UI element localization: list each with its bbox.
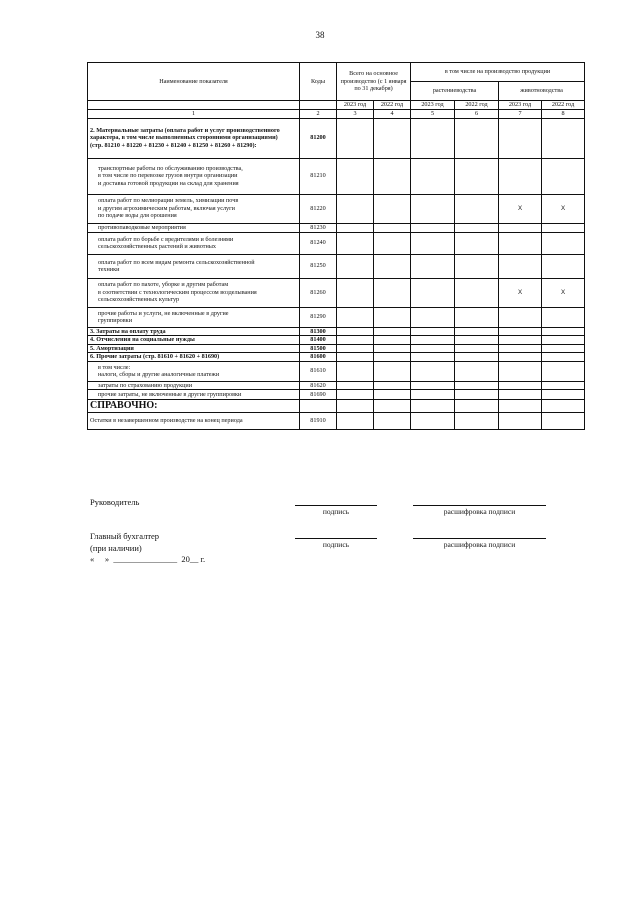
table-row (88, 353, 585, 362)
value-cell (542, 254, 585, 278)
value-cell (337, 118, 374, 158)
empty-cell (542, 400, 585, 413)
value-cell (374, 353, 411, 362)
value-cell (411, 307, 455, 327)
value-cell (411, 344, 455, 353)
value-cell (337, 194, 374, 223)
indicator-code: 81230 (300, 223, 337, 232)
indicator-name: 5. Амортизация (88, 344, 300, 353)
value-cell (499, 361, 542, 381)
header-crop: растениеводства (411, 82, 499, 101)
header-indicator-name: Наименование показателя (88, 63, 300, 101)
value-cell (337, 381, 374, 390)
accountant-signature-line (295, 538, 377, 539)
header-livestock: животноводства (499, 82, 585, 101)
column-number: 1 (88, 110, 300, 119)
empty-cell (337, 400, 374, 413)
value-cell (499, 412, 542, 429)
value-cell (411, 232, 455, 254)
table-row (88, 223, 585, 232)
value-cell (542, 307, 585, 327)
column-number: 5 (411, 110, 455, 119)
value-cell (337, 344, 374, 353)
header-including: в том числе на производство продукции (411, 63, 585, 82)
value-cell (411, 381, 455, 390)
indicator-name: в том числе: налоги, сборы и другие аналогичные платежи (88, 361, 300, 381)
table-row (88, 336, 585, 345)
value-cell (455, 307, 499, 327)
reference-section-title: СПРАВОЧНО: (88, 400, 300, 413)
header-year: 2023 год (499, 101, 542, 110)
value-cell (374, 223, 411, 232)
header-year: 2023 год (411, 101, 455, 110)
table-row (88, 361, 585, 381)
value-cell (542, 118, 585, 158)
value-cell (455, 327, 499, 336)
value-cell (374, 336, 411, 345)
empty-cell (411, 400, 455, 413)
indicator-code: 81910 (300, 412, 337, 429)
value-cell: X (499, 194, 542, 223)
value-cell (499, 353, 542, 362)
column-number: 2 (300, 110, 337, 119)
indicator-name: транспортные работы по обслуживанию производства, в том числе по перевозке грузов внутри организации и доставка готовой продукции на склад для хранения (88, 158, 300, 194)
value-cell (455, 232, 499, 254)
empty-cell (455, 400, 499, 413)
value-cell (374, 307, 411, 327)
value-cell (455, 158, 499, 194)
value-cell (499, 381, 542, 390)
value-cell (455, 361, 499, 381)
value-cell: X (542, 278, 585, 307)
header-year: 2023 год (337, 101, 374, 110)
value-cell (337, 390, 374, 400)
header-year: 2022 год (455, 101, 499, 110)
indicator-name: Остатки в незавершенном производстве на конец периода (88, 412, 300, 429)
header-total: Всего на основное производство (с 1 января по 31 декабря) (337, 63, 411, 101)
value-cell (542, 361, 585, 381)
value-cell (374, 390, 411, 400)
value-cell (411, 412, 455, 429)
value-cell (542, 223, 585, 232)
value-cell: X (542, 194, 585, 223)
value-cell (455, 223, 499, 232)
table-row (88, 278, 585, 307)
value-cell (455, 254, 499, 278)
column-number: 3 (337, 110, 374, 119)
value-cell (455, 390, 499, 400)
value-cell: X (499, 278, 542, 307)
indicator-code: 81300 (300, 327, 337, 336)
value-cell (374, 327, 411, 336)
indicator-code: 81200 (300, 118, 337, 158)
value-cell (374, 361, 411, 381)
value-cell (542, 232, 585, 254)
table-row (88, 327, 585, 336)
value-cell (374, 118, 411, 158)
value-cell (374, 232, 411, 254)
value-cell (499, 307, 542, 327)
column-number: 4 (374, 110, 411, 119)
value-cell (455, 194, 499, 223)
value-cell (455, 278, 499, 307)
accountant-transcript-line (413, 538, 546, 539)
table-row (88, 390, 585, 400)
value-cell (455, 412, 499, 429)
value-cell (374, 254, 411, 278)
indicator-code: 81620 (300, 381, 337, 390)
table-row (88, 158, 585, 194)
value-cell (411, 118, 455, 158)
value-cell (499, 390, 542, 400)
value-cell (542, 327, 585, 336)
table-row (88, 254, 585, 278)
value-cell (337, 353, 374, 362)
indicator-name: 2. Материальные затраты (оплата работ и услуг производственного характера, в том числе выполненных сторонними организациями) (стр. 81210 + 81220 + 81230 + 81240 + 81250 + 81260 + 81290): (88, 118, 300, 158)
value-cell (455, 353, 499, 362)
value-cell (411, 327, 455, 336)
value-cell (374, 194, 411, 223)
head-signature-caption: подпись (322, 507, 350, 516)
indicator-code: 81240 (300, 232, 337, 254)
value-cell (542, 381, 585, 390)
value-cell (499, 336, 542, 345)
table-row (88, 307, 585, 327)
value-cell (337, 361, 374, 381)
indicator-code: 81600 (300, 353, 337, 362)
indicator-name: 4. Отчисления на социальные нужды (88, 336, 300, 345)
accountant-transcript-caption: расшифровка подписи (443, 540, 516, 549)
head-transcript-line (413, 505, 546, 506)
indicator-code: 81500 (300, 344, 337, 353)
value-cell (411, 353, 455, 362)
indicator-name: оплата работ по всем видам ремонта сельскохозяйственной техники (88, 254, 300, 278)
value-cell (455, 344, 499, 353)
header-year: 2022 год (542, 101, 585, 110)
value-cell (337, 307, 374, 327)
value-cell (411, 361, 455, 381)
value-cell (337, 254, 374, 278)
value-cell (499, 344, 542, 353)
chief-accountant-note: (при наличии) (90, 543, 142, 553)
table-row (88, 412, 585, 429)
value-cell (411, 390, 455, 400)
value-cell (411, 194, 455, 223)
value-cell (455, 336, 499, 345)
table-row (88, 344, 585, 353)
table-row (88, 381, 585, 390)
column-number: 6 (455, 110, 499, 119)
accountant-signature-caption: подпись (322, 540, 350, 549)
value-cell (337, 278, 374, 307)
value-cell (542, 412, 585, 429)
value-cell (374, 344, 411, 353)
indicator-name: противопаводковые мероприятия (88, 223, 300, 232)
reference-section-row (88, 400, 585, 413)
header-year-spacer (300, 101, 337, 110)
value-cell (411, 278, 455, 307)
value-cell (337, 158, 374, 194)
value-cell (499, 158, 542, 194)
value-cell (455, 118, 499, 158)
value-cell (374, 278, 411, 307)
value-cell (542, 390, 585, 400)
value-cell (542, 353, 585, 362)
column-number: 7 (499, 110, 542, 119)
value-cell (411, 223, 455, 232)
indicator-name: оплата работ по мелиорации земель, химизации почв и другим агрохимическим работам, включая услуги по подаче воды для орошения (88, 194, 300, 223)
value-cell (374, 381, 411, 390)
value-cell (499, 223, 542, 232)
empty-cell (300, 400, 337, 413)
page-number: 38 (315, 30, 325, 40)
header-year: 2022 год (374, 101, 411, 110)
value-cell (337, 232, 374, 254)
head-transcript-caption: расшифровка подписи (443, 507, 516, 516)
value-cell (499, 118, 542, 158)
value-cell (499, 254, 542, 278)
indicator-code: 81610 (300, 361, 337, 381)
indicator-name: 3. Затраты на оплату труда (88, 327, 300, 336)
indicator-code: 81220 (300, 194, 337, 223)
indicator-name: затраты по страхованию продукции (88, 381, 300, 390)
empty-cell (374, 400, 411, 413)
column-number: 8 (542, 110, 585, 119)
report-table-body (88, 63, 585, 430)
table-row (88, 194, 585, 223)
value-cell (337, 223, 374, 232)
value-cell (411, 336, 455, 345)
indicator-code: 81210 (300, 158, 337, 194)
value-cell (542, 158, 585, 194)
indicator-code: 81690 (300, 390, 337, 400)
table-row (88, 232, 585, 254)
value-cell (337, 327, 374, 336)
value-cell (411, 158, 455, 194)
empty-cell (499, 400, 542, 413)
chief-accountant-label: Главный бухгалтер (90, 531, 160, 541)
value-cell (499, 232, 542, 254)
indicator-code: 81400 (300, 336, 337, 345)
indicator-name: прочие работы и услуги, не включенные в другие группировки (88, 307, 300, 327)
head-label: Руководитель (90, 497, 140, 507)
indicator-code: 81290 (300, 307, 337, 327)
indicator-name: оплата работ по борьбе с вредителями и болезнями сельскохозяйственных растений и животных (88, 232, 300, 254)
value-cell (542, 344, 585, 353)
indicator-name: оплата работ по пахоте, уборке и другим работам в соответствии с технологическим процессом возделывания сельскохозяйственных культур (88, 278, 300, 307)
value-cell (374, 412, 411, 429)
report-table (87, 62, 585, 430)
value-cell (337, 336, 374, 345)
head-signature-line (295, 505, 377, 506)
indicator-name: 6. Прочие затраты (стр. 81610 + 81620 + 81690) (88, 353, 300, 362)
table-row (88, 118, 585, 158)
header-year-spacer (88, 101, 300, 110)
indicator-name: прочие затраты, не включенные в другие группировки (88, 390, 300, 400)
header-codes: Коды (300, 63, 337, 101)
value-cell (411, 254, 455, 278)
value-cell (455, 381, 499, 390)
value-cell (337, 412, 374, 429)
indicator-code: 81260 (300, 278, 337, 307)
date-line: « » _______________ 20__ г. (90, 554, 206, 564)
value-cell (499, 327, 542, 336)
value-cell (542, 336, 585, 345)
indicator-code: 81250 (300, 254, 337, 278)
value-cell (374, 158, 411, 194)
